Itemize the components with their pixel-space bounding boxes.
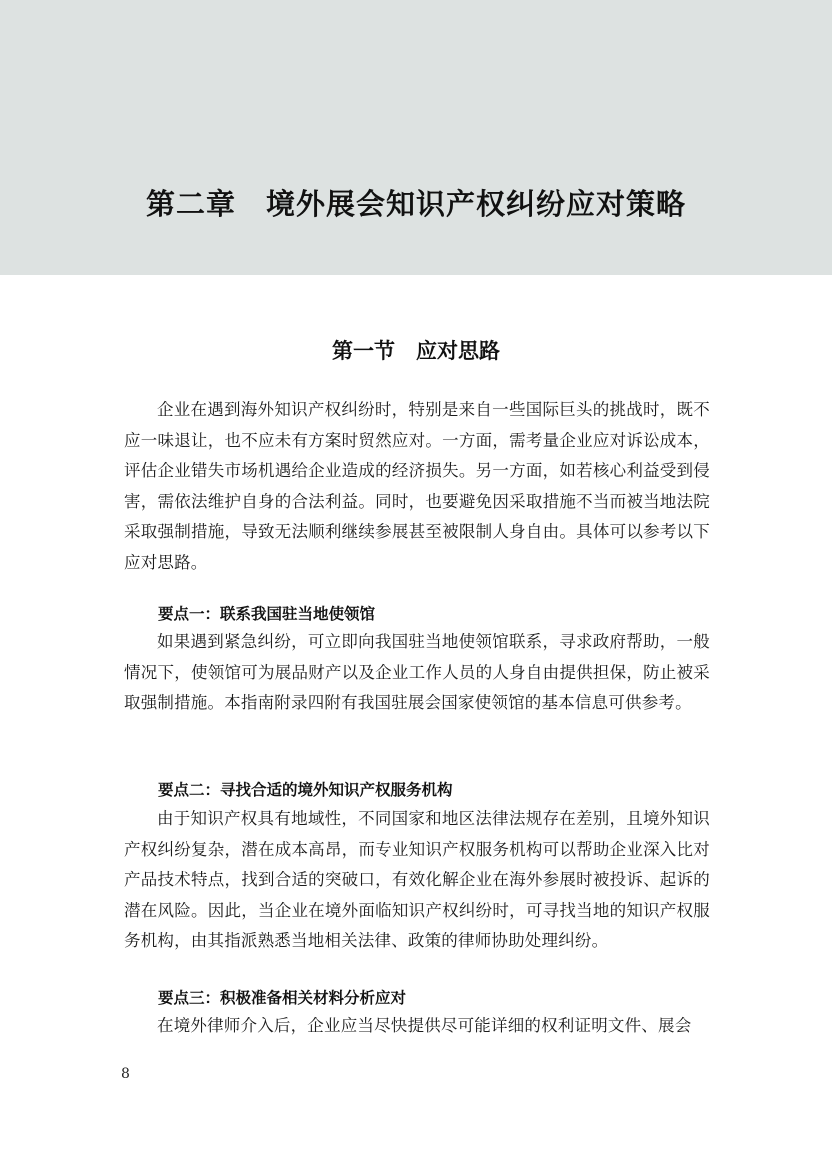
point-paragraph-1: 如果遇到紧急纠纷，可立即向我国驻当地使领馆联系，寻求政府帮助，一般情况下，使领馆可为展品财产以及企业工作人员的人身自由提供担保，防止被采取强制措施。本指南附录四附有我国驻展会国家使领馆的基本信息可供参考。 [124,632,710,712]
point-heading-3: 要点三：积极准备相关材料分析应对 [158,989,407,1007]
point-heading-2: 要点二：寻找合适的境外知识产权服务机构 [158,781,453,799]
section-title: 第一节 应对思路 [332,339,500,363]
intro-paragraph: 企业在遇到海外知识产权纠纷时，特别是来自一些国际巨头的挑战时，既不应一味退让，也不应未有方案时贸然应对。一方面，需考量企业应对诉讼成本，评估企业错失市场机遇给企业造成的经济损失。另一方面，如若核心利益受到侵害，需依法维护自身的合法利益。同时，也要避免因采取措施不当而被当地法院采取强制措施，导致无法顺利继续参展甚至被限制人身自由。具体可以参考以下应对思路。 [124,400,710,572]
chapter-banner [0,0,832,275]
point-paragraph-2: 由于知识产权具有地域性，不同国家和地区法律法规存在差别，且境外知识产权纠纷复杂，潜在成本高昂，而专业知识产权服务机构可以帮助企业深入比对产品技术特点，找到合适的突破口，有效化解企业在海外参展时被投诉、起诉的潜在风险。因此，当企业在境外面临知识产权纠纷时，可寻找当地的知识产权服务机构，由其指派熟悉当地相关法律、政策的律师协助处理纠纷。 [124,809,710,950]
page-number: 8 [121,1066,130,1082]
point-paragraph-3: 在境外律师介入后，企业应当尽快提供尽可能详细的权利证明文件、展会 [157,1016,692,1035]
point-heading-1: 要点一：联系我国驻当地使领馆 [158,605,376,623]
chapter-title: 第二章 境外展会知识产权纠纷应对策略 [145,187,686,221]
